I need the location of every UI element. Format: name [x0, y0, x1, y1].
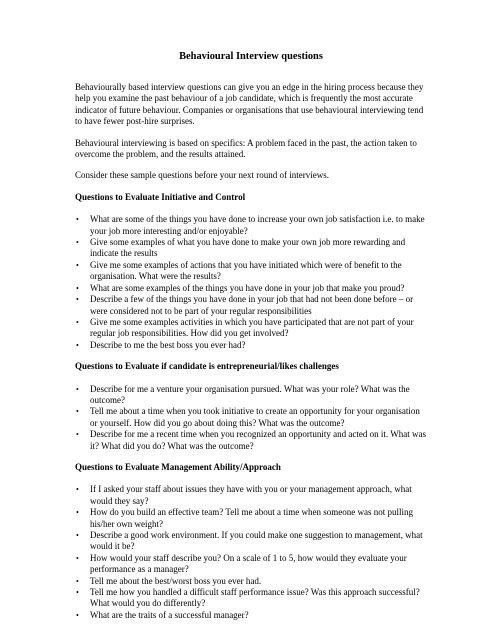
list-item: [75, 294, 427, 317]
list-item: [75, 214, 427, 237]
bullet-icon: •: [76, 531, 79, 540]
bullet-icon: •: [76, 295, 79, 305]
bullet-icon: •: [76, 407, 79, 417]
question-text: Give some examples of what you have done to make your own job more rewarding and indicate the results: [90, 237, 406, 259]
section-heading-entrepreneurial: Questions to Evaluate if candidate is entrepreneurial/likes challenges: [75, 361, 339, 372]
bullet-icon: •: [76, 260, 79, 270]
question-text: Describe for me a venture your organisation pursued. What was your role? What was the outcome?: [90, 383, 410, 405]
bullet-icon: •: [76, 508, 79, 518]
question-text: How do you build an effective team? Tell me about a time when someone was not pulling his/her own weight?: [90, 507, 413, 529]
bullet-icon: •: [76, 553, 79, 563]
list-item: [75, 283, 427, 294]
document-content: [75, 50, 427, 631]
list-item: [75, 553, 427, 576]
bullet-icon: •: [76, 576, 79, 586]
list-item: [75, 237, 427, 260]
bullet-icon: •: [76, 430, 79, 440]
question-list-initiative: [75, 214, 427, 351]
bullet-icon: •: [76, 340, 79, 350]
list-item: [75, 507, 427, 530]
list-item: [75, 484, 427, 507]
list-item: [75, 317, 427, 340]
question-text: What are the traits of a successful manager?: [90, 609, 249, 620]
question-list-entrepreneurial: [75, 384, 427, 452]
bullet-icon: •: [76, 485, 79, 495]
question-text: Tell me about a time when you took initiative to create an opportunity for your organisation or yourself. How did you go about doing this? What was the outcome?: [90, 406, 420, 428]
list-item: [75, 587, 427, 610]
bullet-icon: •: [76, 215, 79, 225]
question-text: Describe a good work environment. If you could make one suggestion to management, what would it be?: [90, 530, 423, 552]
bullet-icon: •: [76, 317, 79, 327]
intro-paragraph: Behaviourally based interview questions can give you an edge in the hiring process because they help you examine the past behaviour of a job candidate, which is frequently the most accurate indicator of future behaviour. Companies or organisations that use behavioural interviewing tend to have fewer post-hire surprises.: [75, 82, 424, 127]
list-item: [75, 530, 427, 553]
question-list-management: [75, 484, 427, 621]
question-text: What are some examples of the things you have done in your job that make you proud?: [90, 282, 405, 293]
section-heading-management: Questions to Evaluate Management Ability/Approach: [75, 461, 281, 472]
section-heading-initiative: Questions to Evaluate Initiative and Control: [75, 191, 246, 202]
question-text: Describe a few of the things you have done in your job that had not been done before – or were considered not to be part of your regular responsibilities: [90, 294, 414, 316]
question-text: If I asked your staff about issues they have with you or your management approach, what would they say?: [90, 484, 412, 506]
list-item: [75, 576, 427, 587]
intro-paragraph: Behavioural interviewing is based on specifics: A problem faced in the past, the action taken to overcome the problem, and the results attained.: [75, 137, 417, 160]
question-text: Describe for me a recent time when you recognized an opportunity and acted on it. What was it? What did you do? What was the outcome?: [90, 429, 426, 451]
bullet-icon: •: [76, 384, 79, 394]
question-text: Tell me how you handled a difficult staff performance issue? Was this approach successful? What would you do differently?: [90, 587, 420, 609]
list-item: [75, 429, 427, 452]
intro-paragraph: Consider these sample questions before your next round of interviews.: [75, 170, 329, 181]
document-title: Behavioural Interview questions: [179, 51, 323, 62]
question-text: What are some of the things you have done to increase your own job satisfaction i.e. to make your job more interesting and/or enjoyable?: [90, 214, 425, 236]
question-text: How would your staff describe you? On a scale of 1 to 5, how would they evaluate your performance as a manager?: [90, 552, 407, 575]
bullet-icon: •: [76, 588, 79, 598]
list-item: [75, 406, 427, 429]
bullet-icon: •: [76, 283, 79, 293]
list-item: [75, 340, 427, 351]
question-text: Describe to me the best boss you ever had?: [90, 339, 246, 350]
question-text: Tell me about the best/worst boss you ever had.: [90, 575, 262, 586]
list-item: [75, 260, 427, 283]
list-item: [75, 610, 427, 621]
question-text: Give me some examples activities in which you have participated that are not part of your regular job responsibilities. How did you get involved?: [90, 316, 414, 339]
question-text: Give me some examples of actions that you have initiated which were of benefit to the organisation. What were the results?: [90, 259, 402, 282]
bullet-icon: •: [76, 610, 79, 620]
list-item: [75, 384, 427, 407]
bullet-icon: •: [76, 238, 79, 248]
